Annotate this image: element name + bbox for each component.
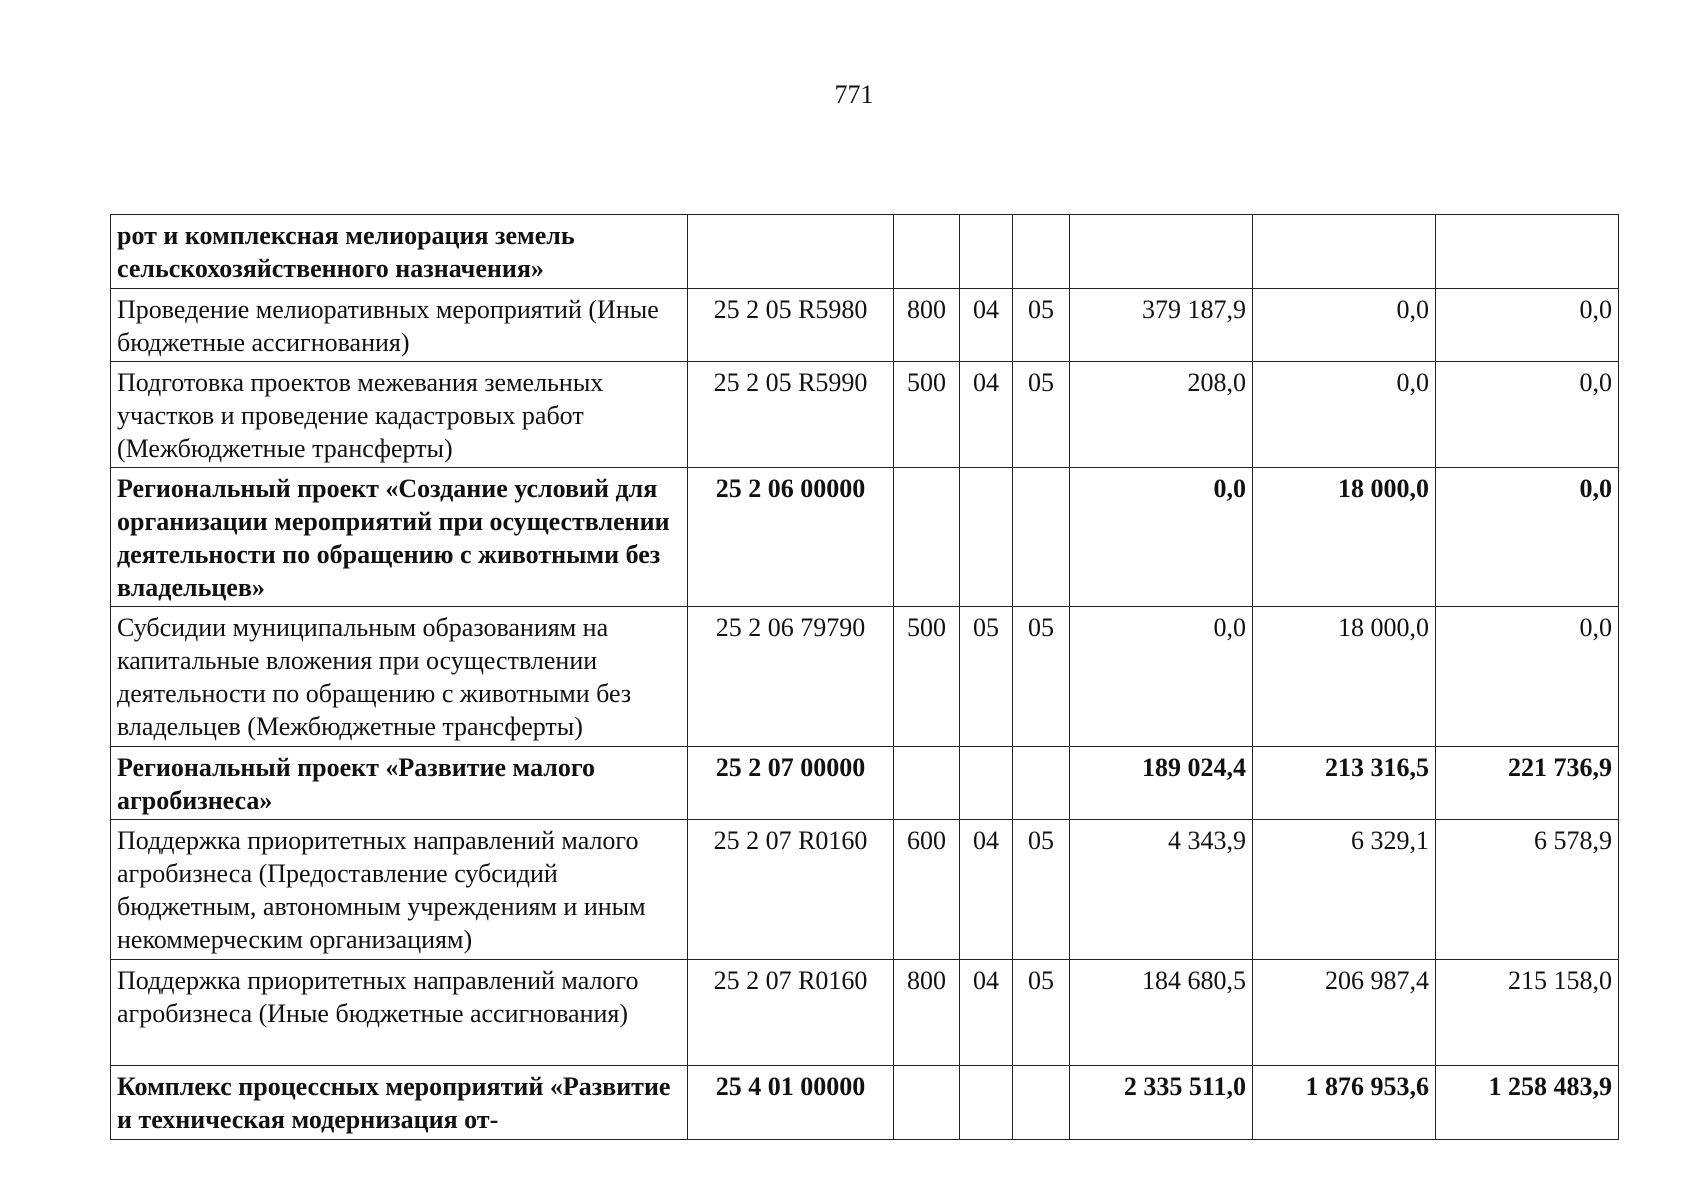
cell-amount-2: 213 316,5 <box>1253 747 1436 820</box>
cell-subsection: 05 <box>1013 960 1070 1066</box>
budget-table <box>110 214 1619 1140</box>
cell-section <box>960 215 1013 289</box>
cell-section: 04 <box>960 820 1013 960</box>
cell-amount-2: 18 000,0 <box>1253 607 1436 747</box>
cell-expense-type: 600 <box>894 820 960 960</box>
cell-subsection: 05 <box>1013 607 1070 747</box>
cell-amount-3: 6 578,9 <box>1436 820 1619 960</box>
table-body <box>111 215 1619 1140</box>
cell-amount-1: 208,0 <box>1070 362 1253 468</box>
cell-amount-1: 184 680,5 <box>1070 960 1253 1066</box>
cell-amount-1: 379 187,9 <box>1070 289 1253 362</box>
cell-section: 04 <box>960 289 1013 362</box>
table-row <box>111 820 1619 960</box>
cell-amount-2: 6 329,1 <box>1253 820 1436 960</box>
cell-target-code: 25 2 05 R5980 <box>688 289 894 362</box>
table-row <box>111 1066 1619 1140</box>
cell-amount-2: 1 876 953,6 <box>1253 1066 1436 1140</box>
cell-name: Комплекс процессных мероприятий «Развитие и техническая модернизация от- <box>111 1066 688 1140</box>
cell-expense-type <box>894 1066 960 1140</box>
table-row <box>111 607 1619 747</box>
cell-section <box>960 747 1013 820</box>
cell-amount-3: 0,0 <box>1436 607 1619 747</box>
cell-amount-1: 4 343,9 <box>1070 820 1253 960</box>
cell-amount-3: 0,0 <box>1436 362 1619 468</box>
cell-section: 04 <box>960 362 1013 468</box>
cell-expense-type <box>894 468 960 607</box>
cell-amount-2: 0,0 <box>1253 289 1436 362</box>
cell-name: рот и комплексная мелиорация земель сельскохозяйственного назначения» <box>111 215 688 289</box>
cell-name: Региональный проект «Развитие малого агробизнеса» <box>111 747 688 820</box>
cell-amount-3: 221 736,9 <box>1436 747 1619 820</box>
cell-name: Региональный проект «Создание условий для организации мероприятий при осуществлении деятельности по обращению с животными без владельцев» <box>111 468 688 607</box>
cell-section: 05 <box>960 607 1013 747</box>
table-row <box>111 468 1619 607</box>
cell-amount-1: 0,0 <box>1070 607 1253 747</box>
cell-amount-2: 206 987,4 <box>1253 960 1436 1066</box>
cell-amount-2 <box>1253 215 1436 289</box>
cell-target-code: 25 4 01 00000 <box>688 1066 894 1140</box>
cell-name: Поддержка приоритетных направлений малого агробизнеса (Иные бюджетные ассигнования) <box>111 960 688 1066</box>
cell-subsection: 05 <box>1013 820 1070 960</box>
page-number: 771 <box>834 80 874 109</box>
cell-expense-type: 800 <box>894 960 960 1066</box>
cell-section <box>960 468 1013 607</box>
table-row <box>111 289 1619 362</box>
cell-section: 04 <box>960 960 1013 1066</box>
cell-name: Проведение мелиоративных мероприятий (Иные бюджетные ассигнования) <box>111 289 688 362</box>
cell-subsection <box>1013 1066 1070 1140</box>
cell-amount-3: 1 258 483,9 <box>1436 1066 1619 1140</box>
table-row <box>111 215 1619 289</box>
cell-name: Подготовка проектов межевания земельных участков и проведение кадастровых работ (Межбюджетные трансферты) <box>111 362 688 468</box>
cell-amount-1 <box>1070 215 1253 289</box>
cell-subsection: 05 <box>1013 289 1070 362</box>
cell-expense-type <box>894 747 960 820</box>
table-row <box>111 747 1619 820</box>
cell-name: Субсидии муниципальным образованиям на капитальные вложения при осуществлении деятельности по обращению с животными без владельцев (Межбюджетные трансферты) <box>111 607 688 747</box>
cell-amount-3: 0,0 <box>1436 289 1619 362</box>
cell-section <box>960 1066 1013 1140</box>
cell-subsection <box>1013 468 1070 607</box>
cell-amount-2: 0,0 <box>1253 362 1436 468</box>
cell-subsection <box>1013 215 1070 289</box>
cell-amount-1: 189 024,4 <box>1070 747 1253 820</box>
cell-subsection: 05 <box>1013 362 1070 468</box>
cell-target-code: 25 2 06 79790 <box>688 607 894 747</box>
cell-subsection <box>1013 747 1070 820</box>
cell-amount-1: 2 335 511,0 <box>1070 1066 1253 1140</box>
cell-expense-type: 800 <box>894 289 960 362</box>
cell-target-code: 25 2 05 R5990 <box>688 362 894 468</box>
cell-amount-3 <box>1436 215 1619 289</box>
cell-amount-3: 0,0 <box>1436 468 1619 607</box>
cell-target-code: 25 2 07 00000 <box>688 747 894 820</box>
cell-amount-3: 215 158,0 <box>1436 960 1619 1066</box>
cell-target-code: 25 2 06 00000 <box>688 468 894 607</box>
cell-expense-type: 500 <box>894 362 960 468</box>
cell-target-code: 25 2 07 R0160 <box>688 820 894 960</box>
cell-amount-2: 18 000,0 <box>1253 468 1436 607</box>
cell-expense-type <box>894 215 960 289</box>
table-row <box>111 362 1619 468</box>
cell-target-code: 25 2 07 R0160 <box>688 960 894 1066</box>
cell-target-code <box>688 215 894 289</box>
cell-expense-type: 500 <box>894 607 960 747</box>
cell-amount-1: 0,0 <box>1070 468 1253 607</box>
table-row <box>111 960 1619 1066</box>
cell-name: Поддержка приоритетных направлений малого агробизнеса (Предоставление субсидий бюджетным, автономным учреждениям и иным некоммерческим организациям) <box>111 820 688 960</box>
